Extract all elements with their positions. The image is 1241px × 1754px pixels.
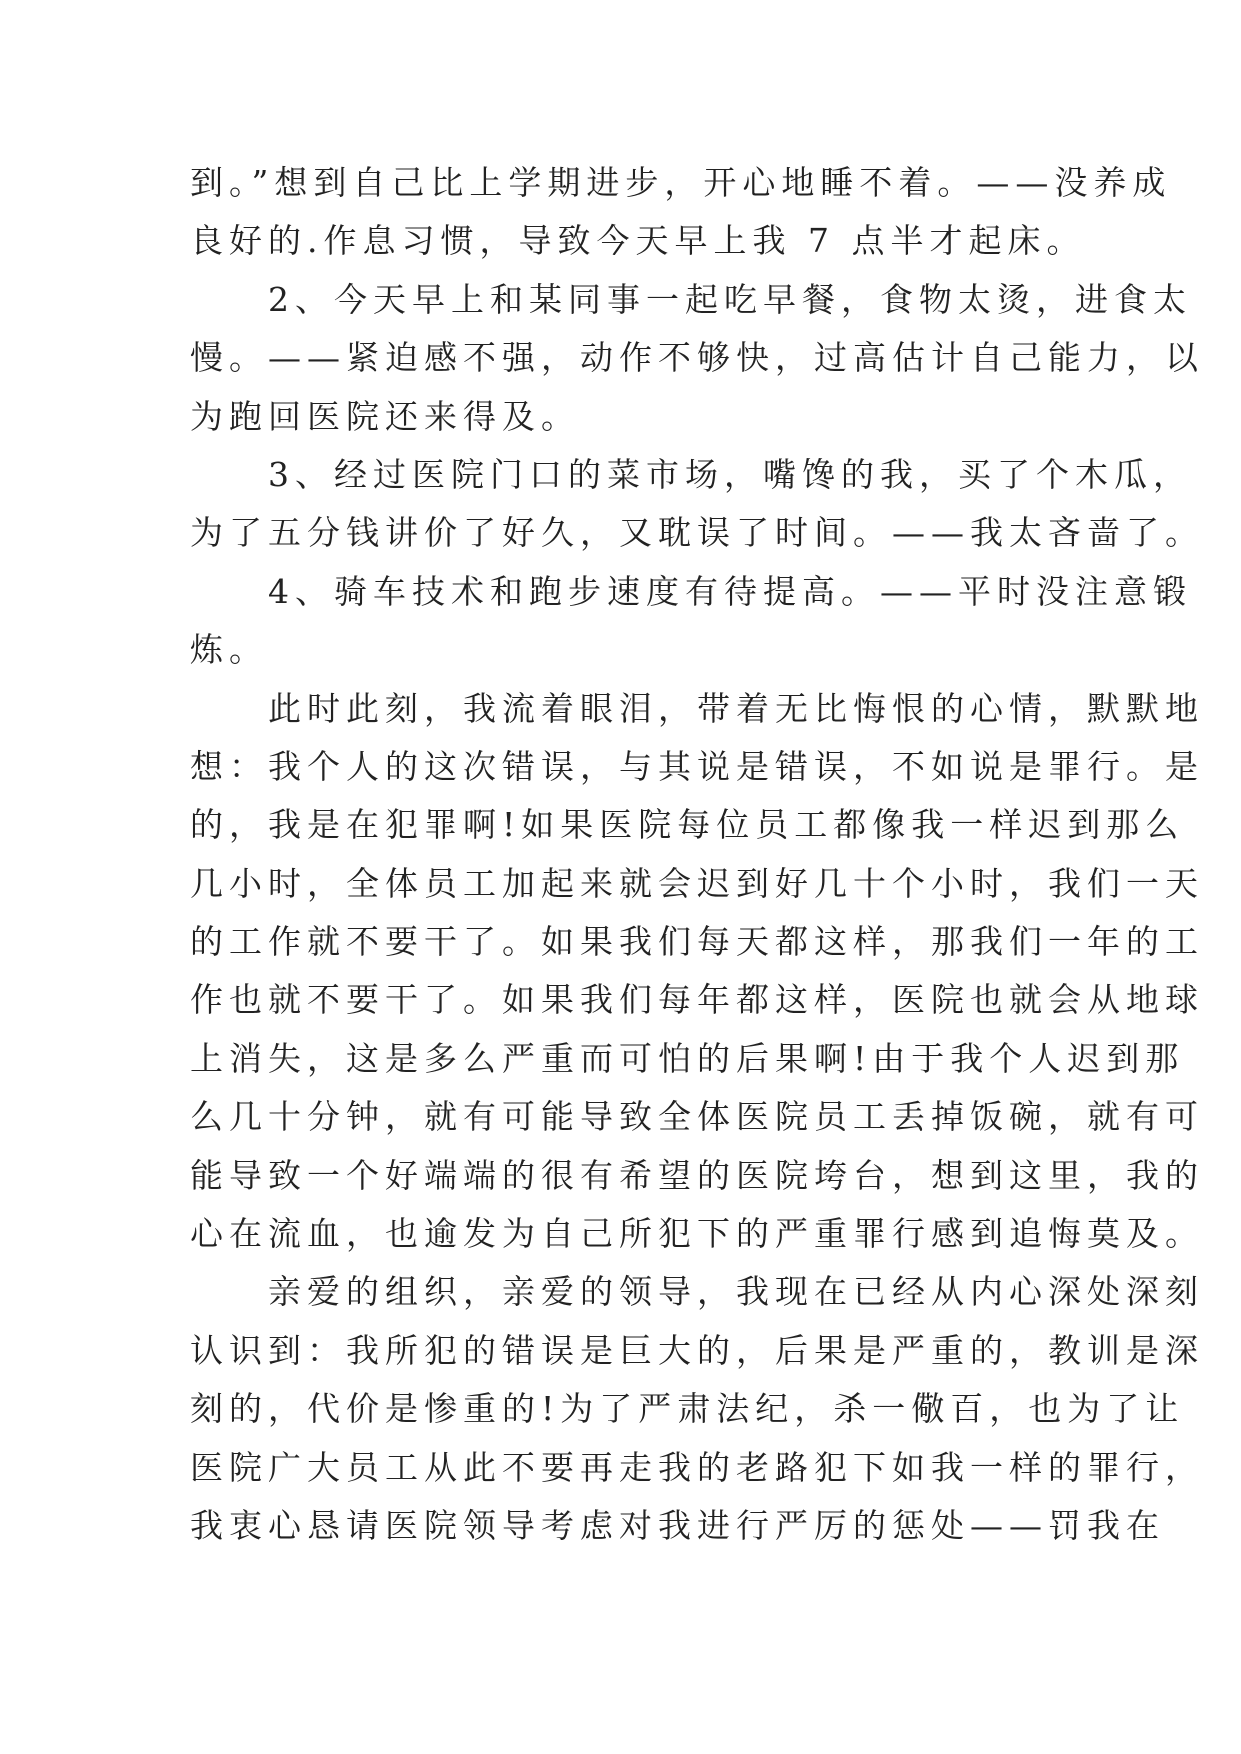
- text-line: 2、今天早上和某同事一起吃早餐，食物太烫，进食太: [268, 279, 1192, 319]
- text-line: 作也就不要干了。如果我们每年都这样，医院也就会从地球: [190, 980, 1204, 1020]
- text-line: 良好的.作息习惯，导致今天早上我 7 点半才起床。: [190, 221, 1086, 261]
- text-line: 此时此刻，我流着眼泪，带着无比悔恨的心情，默默地: [268, 688, 1204, 728]
- text-line: 到。”想到自己比上学期进步，开心地睡不着。——没养成: [190, 163, 1172, 202]
- text-line: 的，我是在犯罪啊!如果医院每位员工都像我一样迟到那么: [190, 805, 1185, 845]
- text-line: 想：我个人的这次错误，与其说是错误，不如说是罪行。是: [190, 746, 1204, 786]
- paragraph: [190, 563, 1192, 680]
- text-line: 上消失，这是多么严重而可怕的后果啊!由于我个人迟到那: [190, 1038, 1185, 1078]
- text-line: 亲爱的组织，亲爱的领导，我现在已经从内心深处深刻: [268, 1272, 1204, 1312]
- text-line: 医院广大员工从此不要再走我的老路犯下如我一样的罪行，: [190, 1447, 1204, 1487]
- text-line: 刻的，代价是惨重的!为了严肃法纪，杀一儆百，也为了让: [190, 1389, 1185, 1429]
- paragraph: [190, 680, 1204, 1264]
- paragraph: [190, 446, 1204, 563]
- text-line: 能导致一个好端端的很有希望的医院垮台，想到这里，我的: [190, 1155, 1204, 1195]
- text-line: 慢。——紧迫感不强，动作不够快，过高估计自己能力，以: [190, 338, 1204, 378]
- text-line: 认识到：我所犯的错误是巨大的，后果是严重的，教训是深: [190, 1330, 1204, 1370]
- text-line: 为跑回医院还来得及。: [190, 396, 580, 436]
- paragraph: [190, 271, 1204, 446]
- text-line: 的工作就不要干了。如果我们每天都这样，那我们一年的工: [190, 922, 1204, 962]
- text-line: 炼。: [190, 630, 268, 670]
- text-line: 4、骑车技术和跑步速度有待提高。——平时没注意锻: [268, 571, 1192, 611]
- text-line: 我衷心恳请医院领导考虑对我进行严厉的惩处——罚我在: [190, 1505, 1165, 1545]
- document-body: [190, 154, 1204, 1555]
- text-line: 3、经过医院门口的菜市场，嘴馋的我，买了个木瓜，: [268, 454, 1192, 494]
- text-line: 么几十分钟，就有可能导致全体医院员工丢掉饭碗，就有可: [190, 1097, 1204, 1137]
- paragraph: [190, 154, 1172, 271]
- text-line: 几小时，全体员工加起来就会迟到好几十个小时，我们一天: [190, 863, 1204, 903]
- text-line: 为了五分钱讲价了好久，又耽误了时间。——我太吝啬了。: [190, 513, 1204, 553]
- text-line: 心在流血，也逾发为自己所犯下的严重罪行感到追悔莫及。: [190, 1214, 1204, 1254]
- paragraph: [190, 1263, 1204, 1555]
